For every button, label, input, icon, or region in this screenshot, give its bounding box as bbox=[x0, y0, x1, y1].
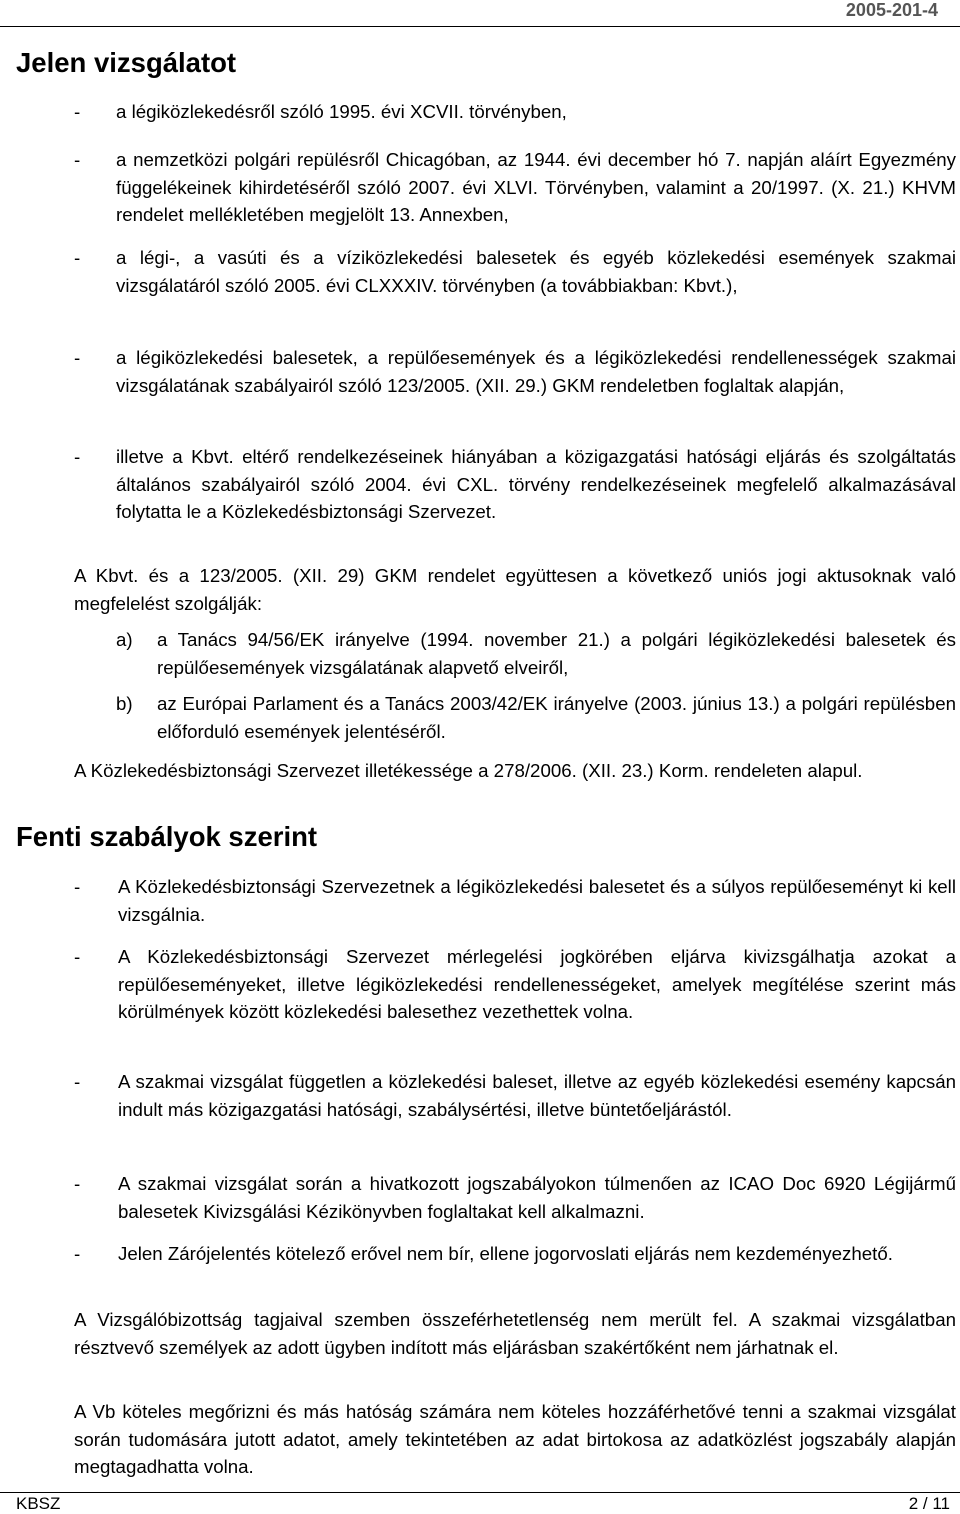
bullet-dash: - bbox=[74, 347, 81, 368]
bullet-dash: - bbox=[74, 946, 81, 967]
list-item bbox=[74, 943, 956, 1026]
item-label: b) bbox=[116, 693, 133, 714]
bullet-dash: - bbox=[74, 101, 81, 122]
committee-paragraph: A Vizsgálóbizottság tagjaival szemben összeférhetetlenség nem merült fel. A szakmai vizsgálatban résztvevő személyek az adott ügyben indított más eljárásban szakértőként nem járhatnak el. bbox=[74, 1309, 956, 1358]
directive-item bbox=[116, 690, 956, 745]
bullet-dash: - bbox=[74, 1071, 81, 1092]
bullet-dash: - bbox=[74, 1173, 81, 1194]
list-item bbox=[74, 244, 956, 299]
footer-rule bbox=[0, 1492, 960, 1493]
list-item-text: a légi-, a vasúti és a víziközlekedési balesetek és egyéb közlekedési események szakmai vizsgálatáról szóló 2005. évi CLXXXIV. törvényben (a továbbiakban: Kbvt.), bbox=[116, 247, 956, 296]
item-label: a) bbox=[116, 629, 133, 650]
list-item bbox=[74, 1240, 956, 1268]
list-item-text: illetve a Kbvt. eltérő rendelkezéseinek hiányában a közigazgatási hatósági eljárás és szolgáltatás általános szabályairól szóló 2004. évi CXL. törvény rendelkezéseinek megfelelő alkalmazásával folytatta le a Közlekedésbiztonsági Szervezet. bbox=[116, 446, 956, 523]
list-item-text: a légiközlekedésről szóló 1995. évi XCVII. törvényben, bbox=[116, 101, 567, 122]
footer-org: KBSZ bbox=[16, 1494, 61, 1513]
list-item-text: A szakmai vizsgálat során a hivatkozott jogszabályokon túlmenően az ICAO Doc 6920 Légijármű balesetek Kivizsgálási Kézikönyvben foglaltakat kell alkalmazni. bbox=[118, 1173, 956, 1222]
bullet-dash: - bbox=[74, 446, 81, 467]
list-item-text: a nemzetközi polgári repülésről Chicagóban, az 1944. évi december hó 7. napján aláírt Egyezmény függelékeinek kihirdetéséről szóló 2007. évi XLVI. Törvényben, valamint a 20/1997. (X. 21.) KHVM rendelet mellékletében megjelölt 13. Annexben, bbox=[116, 149, 956, 226]
list-item-text: A szakmai vizsgálat független a közlekedési baleset, illetve az egyéb közlekedési esemény kapcsán indult más közigazgatási hatósági, szabálysértési, illetve büntetőeljárástól. bbox=[118, 1071, 956, 1120]
list-item bbox=[74, 344, 956, 399]
list-item bbox=[74, 146, 956, 229]
bullet-dash: - bbox=[74, 876, 81, 897]
confidentiality-paragraph: A Vb köteles megőrizni és más hatóság számára nem köteles hozzáférhetővé tenni a szakmai vizsgálat során tudomására jutott adatot, amely tekintetében az adat birtokosa az adatközlést jogszabály alapján megtagadhatta volna. bbox=[74, 1401, 956, 1478]
list-item bbox=[74, 98, 956, 126]
list-item bbox=[74, 443, 956, 526]
section-heading-fenti-szabalyok: Fenti szabályok szerint bbox=[16, 821, 318, 852]
list-item-text: A Közlekedésbiztonsági Szervezetnek a légiközlekedési balesetet és a súlyos repülőeseményt ki kell vizsgálnia. bbox=[118, 876, 956, 925]
list-item-text: Jelen Zárójelentés kötelező erővel nem bír, ellene jogorvoslati eljárás nem kezdeményezhető. bbox=[118, 1243, 893, 1264]
list-item bbox=[74, 873, 956, 928]
bullet-dash: - bbox=[74, 247, 81, 268]
list-item bbox=[74, 1170, 956, 1225]
page-number: 2 / 11 bbox=[908, 1494, 950, 1513]
competence-paragraph: A Közlekedésbiztonsági Szervezet illetékessége a 278/2006. (XII. 23.) Korm. rendeleten alapul. bbox=[74, 760, 863, 781]
bullet-dash: - bbox=[74, 1243, 81, 1264]
bullet-dash: - bbox=[74, 149, 81, 170]
header-rule bbox=[0, 26, 960, 27]
section-heading-jelen-vizsgalatot: Jelen vizsgálatot bbox=[16, 47, 237, 78]
intro-paragraph: A Kbvt. és a 123/2005. (XII. 29) GKM rendelet együttesen a következő uniós jogi aktusoknak való megfelelést szolgálják: bbox=[74, 565, 956, 614]
document-id: 2005-201-4 bbox=[845, 0, 938, 20]
item-text: az Európai Parlament és a Tanács 2003/42/EK irányelve (2003. június 13.) a polgári repülésben előforduló események jelentéséről. bbox=[157, 693, 956, 742]
directive-item bbox=[116, 626, 956, 681]
list-item-text: A Közlekedésbiztonsági Szervezet mérlegelési jogkörében eljárva kivizsgálhatja azokat a repülőeseményeket, illetve légiközlekedési rendellenességeket, amelyek megítélése szerint más körülmények között közlekedési balesethez vezethettek volna. bbox=[118, 946, 956, 1023]
item-text: a Tanács 94/56/EK irányelve (1994. november 21.) a polgári légiközlekedési balesetek és repülőesemények vizsgálatának alapvető elveiről, bbox=[157, 629, 956, 678]
list-item bbox=[74, 1068, 956, 1123]
list-item-text: a légiközlekedési balesetek, a repülőesemények és a légiközlekedési rendellenességek szakmai vizsgálatának szabályairól szóló 123/2005. (XII. 29.) GKM rendeletben foglaltak alapján, bbox=[116, 347, 956, 396]
